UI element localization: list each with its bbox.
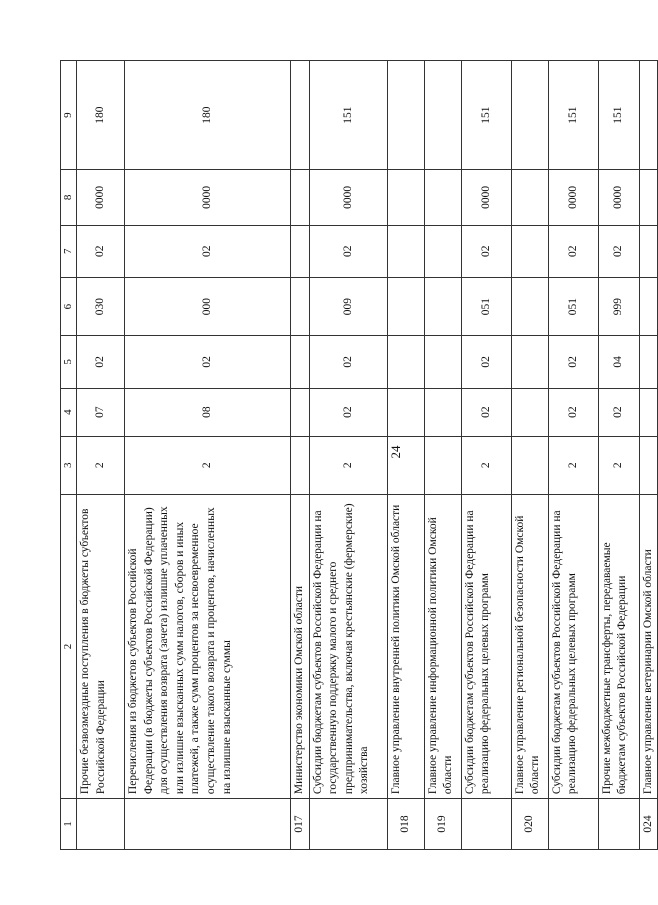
income-name-cell: Главное управление информационной политики Омской области — [424, 494, 461, 798]
code-cell: 2 — [77, 436, 125, 494]
admin-code-cell: 019 — [424, 799, 461, 850]
code-cell: 02 — [309, 336, 387, 388]
admin-code-cell: 018 — [387, 799, 424, 850]
code-cell — [639, 170, 658, 225]
code-cell — [291, 388, 310, 436]
income-name-cell: Субсидии бюджетам субъектов Российской Федерации на реализацию федеральных целевых программ — [461, 494, 511, 798]
income-name-cell: Министерство экономики Омской области — [291, 494, 310, 798]
table-row — [77, 61, 125, 850]
column-header: 8 — [61, 170, 77, 225]
code-cell — [424, 61, 461, 170]
code-cell — [639, 436, 658, 494]
code-cell — [424, 436, 461, 494]
code-cell — [511, 277, 548, 335]
code-cell — [387, 388, 424, 436]
code-cell — [511, 170, 548, 225]
column-header: 6 — [61, 277, 77, 335]
code-cell: 02 — [77, 336, 125, 388]
code-cell — [639, 225, 658, 277]
admin-code-cell: 017 — [291, 799, 310, 850]
code-cell — [639, 277, 658, 335]
code-cell: 07 — [77, 388, 125, 436]
code-cell: 151 — [309, 61, 387, 170]
table-row — [461, 61, 511, 850]
code-cell — [291, 170, 310, 225]
admin-code-cell — [548, 799, 598, 850]
table-row — [424, 61, 461, 850]
code-cell: 180 — [77, 61, 125, 170]
column-header: 2 — [61, 494, 77, 798]
table-row — [291, 61, 310, 850]
admin-code-cell — [309, 799, 387, 850]
column-header: 1 — [61, 799, 77, 850]
code-cell: 2 — [598, 436, 639, 494]
column-header: 7 — [61, 225, 77, 277]
code-cell — [387, 225, 424, 277]
code-cell: 02 — [598, 388, 639, 436]
code-cell: 030 — [77, 277, 125, 335]
code-cell — [291, 225, 310, 277]
income-name-cell: Прочие безвозмездные поступления в бюджеты субъектов Российской Федерации — [77, 494, 125, 798]
code-cell: 009 — [309, 277, 387, 335]
table-row — [639, 61, 658, 850]
code-cell: 02 — [309, 225, 387, 277]
code-cell: 2 — [309, 436, 387, 494]
column-header: 5 — [61, 336, 77, 388]
code-cell — [291, 436, 310, 494]
code-cell: 02 — [125, 225, 291, 277]
code-cell — [291, 277, 310, 335]
code-cell — [424, 388, 461, 436]
code-cell: 0000 — [77, 170, 125, 225]
code-cell — [511, 436, 548, 494]
code-cell: 2 — [548, 436, 598, 494]
code-cell — [639, 61, 658, 170]
code-cell — [424, 277, 461, 335]
table-row — [548, 61, 598, 850]
admin-code-cell — [77, 799, 125, 850]
code-cell: 08 — [125, 388, 291, 436]
code-cell: 151 — [598, 61, 639, 170]
code-cell: 02 — [548, 225, 598, 277]
code-cell: 999 — [598, 277, 639, 335]
income-name-cell: Перечисления из бюджетов субъектов Российской Федерации (в бюджеты субъектов Российской Федерации) для осуществления возврата (зачета) излишне уплаченных или излишне взысканных сумм налогов, сборов и иных платежей, а также сумм процентов за несвоевременное осуществление такого возврата и процентов, начисленных на излишне взысканные суммы — [125, 494, 291, 798]
code-cell: 000 — [125, 277, 291, 335]
admin-code-cell — [125, 799, 291, 850]
rotated-table-wrapper — [60, 60, 654, 850]
code-cell — [387, 277, 424, 335]
code-cell: 0000 — [125, 170, 291, 225]
income-name-cell: Субсидии бюджетам субъектов Российской Федерации на реализацию федеральных целевых программ — [548, 494, 598, 798]
code-cell: 02 — [598, 225, 639, 277]
code-cell: 02 — [548, 388, 598, 436]
code-cell — [424, 336, 461, 388]
page-number: 24 — [388, 445, 403, 459]
table-row — [125, 61, 291, 850]
code-cell — [639, 388, 658, 436]
code-cell: 02 — [77, 225, 125, 277]
code-cell — [511, 336, 548, 388]
column-header: 3 — [61, 436, 77, 494]
admin-code-cell: 020 — [511, 799, 548, 850]
code-cell: 0000 — [598, 170, 639, 225]
column-header: 4 — [61, 388, 77, 436]
income-name-cell: Главное управление региональной безопасности Омской области — [511, 494, 548, 798]
code-cell: 02 — [125, 336, 291, 388]
code-cell: 151 — [548, 61, 598, 170]
header-row — [61, 61, 77, 850]
table-row — [309, 61, 387, 850]
column-header: 9 — [61, 61, 77, 170]
code-cell — [511, 61, 548, 170]
code-cell: 04 — [598, 336, 639, 388]
code-cell: 0000 — [309, 170, 387, 225]
code-cell: 2 — [125, 436, 291, 494]
code-cell: 180 — [125, 61, 291, 170]
income-name-cell: Субсидии бюджетам субъектов Российской Федерации на государственную поддержку малого и среднего предпринимательства, включая крестьянские (фермерские) хозяйства — [309, 494, 387, 798]
admin-code-cell — [598, 799, 639, 850]
code-cell: 0000 — [461, 170, 511, 225]
code-cell — [291, 61, 310, 170]
code-cell: 02 — [461, 336, 511, 388]
code-cell — [387, 170, 424, 225]
code-cell — [639, 336, 658, 388]
code-cell — [424, 225, 461, 277]
table-row — [598, 61, 639, 850]
income-name-cell: Прочие межбюджетные трансферты, передаваемые бюджетам субъектов Российской Федерации — [598, 494, 639, 798]
income-name-cell: Главное управление внутренней политики Омской области — [387, 494, 424, 798]
code-cell — [387, 61, 424, 170]
code-cell: 02 — [548, 336, 598, 388]
income-name-cell: Главное управление ветеринарии Омской области — [639, 494, 658, 798]
code-cell — [387, 336, 424, 388]
code-cell: 151 — [461, 61, 511, 170]
code-cell — [387, 436, 424, 494]
admin-code-cell — [461, 799, 511, 850]
code-cell: 2 — [461, 436, 511, 494]
code-cell — [291, 336, 310, 388]
table-row — [387, 61, 424, 850]
code-cell — [511, 225, 548, 277]
code-cell: 02 — [461, 225, 511, 277]
code-cell: 02 — [309, 388, 387, 436]
code-cell: 051 — [548, 277, 598, 335]
code-cell — [511, 388, 548, 436]
code-cell: 02 — [461, 388, 511, 436]
code-cell — [424, 170, 461, 225]
code-cell: 051 — [461, 277, 511, 335]
admin-code-cell: 024 — [639, 799, 658, 850]
code-cell: 0000 — [548, 170, 598, 225]
table-row — [511, 61, 548, 850]
budget-classification-table — [60, 60, 658, 850]
